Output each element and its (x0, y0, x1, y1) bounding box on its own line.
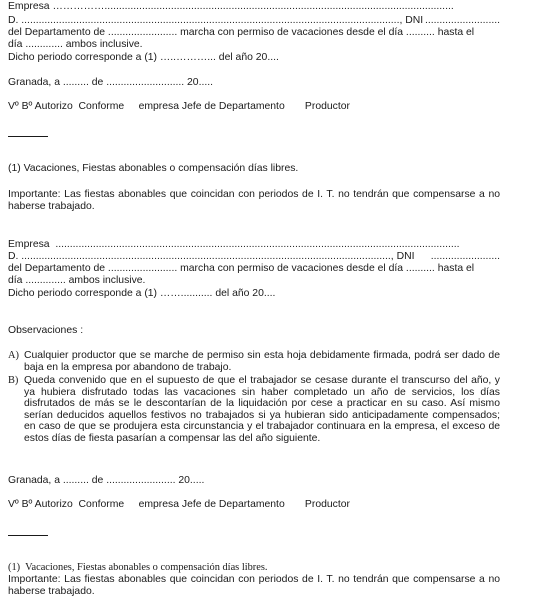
footnote-2: (1) Vacaciones, Fiestas abonables o compensación días libres. (8, 562, 268, 573)
employee-dni-field[interactable] (8, 15, 500, 27)
department-line-2: del Departamento de ........................ marcha con permiso de vacaciones desde el día .......... hasta el (8, 263, 475, 274)
date-place-line: Granada, a ......... de ........................... 20..... (8, 77, 214, 88)
observations-title: Observaciones : (8, 325, 84, 336)
observation-a-text: Cualquier productor que se marche de permiso sin esta hoja debidamente firmada, podrá ser dado de baja en la empresa por abandono de trabajo. (24, 350, 500, 373)
signatures-line-2: Vº Bº Autorizo Conforme empresa Jefe de Departamento Productor (8, 499, 350, 510)
inclusive-days-line: día ............. ambos inclusive. (8, 39, 143, 50)
observation-a (8, 350, 500, 373)
observation-b-text: Queda convenido que en el supuesto de que el trabajador se cesase durante el transcurso del año, y ya hubiera disfrutado todas las vacaciones sin haber completado un año de servicios, los días disfrutados de más se le descontarían de la liquidación por cese a practicar en su caso. Así mismo serían deducidos aquellos festivos no trabajados si ya hubieran sido anticipadamente compensados; en caso de que se produjera esta circunstancia y el trabajador continuara en la empresa, el exceso de estos días de fiesta pasarían a compensar las del año siguiente. (24, 375, 500, 444)
important-note-2: Importante: Las fiestas abonables que coincidan con periodos de I. T. no tendrán que compensarse a no haberse trabajado. (8, 574, 500, 597)
department-line: del Departamento de ........................ marcha con permiso de vacaciones desde el día .......... hasta el (8, 27, 475, 38)
empresa-field[interactable]: Empresa ……………......................................................................................................................... (8, 1, 454, 12)
important-note: Importante: Las fiestas abonables que coincidan con periodos de I. T. no tendrán que compensarse a no haberse trabajado. (8, 189, 500, 212)
empresa-field-2[interactable]: Empresa ............................................................................................................................................ (8, 239, 460, 250)
signatures-line: Vº Bº Autorizo Conforme empresa Jefe de Departamento Productor (8, 101, 350, 112)
inclusive-days-line-2: día .............. ambos inclusive. (8, 275, 146, 286)
footnote: (1) Vacaciones, Fiestas abonables o compensación días libres. (8, 163, 299, 174)
observation-b (8, 375, 500, 445)
footnote-rule-2 (8, 535, 48, 536)
employee-name-label: D. ..................................................................................................................................., DNI (8, 15, 424, 26)
employee-name-label-2: D. ................................................................................................................................, DNI (8, 251, 415, 262)
footnote-rule (8, 136, 48, 137)
observation-b-marker: B) (8, 375, 19, 386)
dni-dots-2: ........................ (430, 251, 500, 262)
employee-dni-field-2[interactable] (8, 251, 500, 263)
period-line-2: Dicho periodo corresponde a (1) ……........... del año 20.... (8, 288, 276, 299)
observation-a-marker: A) (8, 350, 19, 361)
date-place-line-2: Granada, a ......... de ........................ 20..... (8, 475, 205, 486)
period-line: Dicho periodo corresponde a (1) …..………... del año 20.... (8, 52, 279, 63)
dni-dots: .......................... (424, 15, 500, 26)
